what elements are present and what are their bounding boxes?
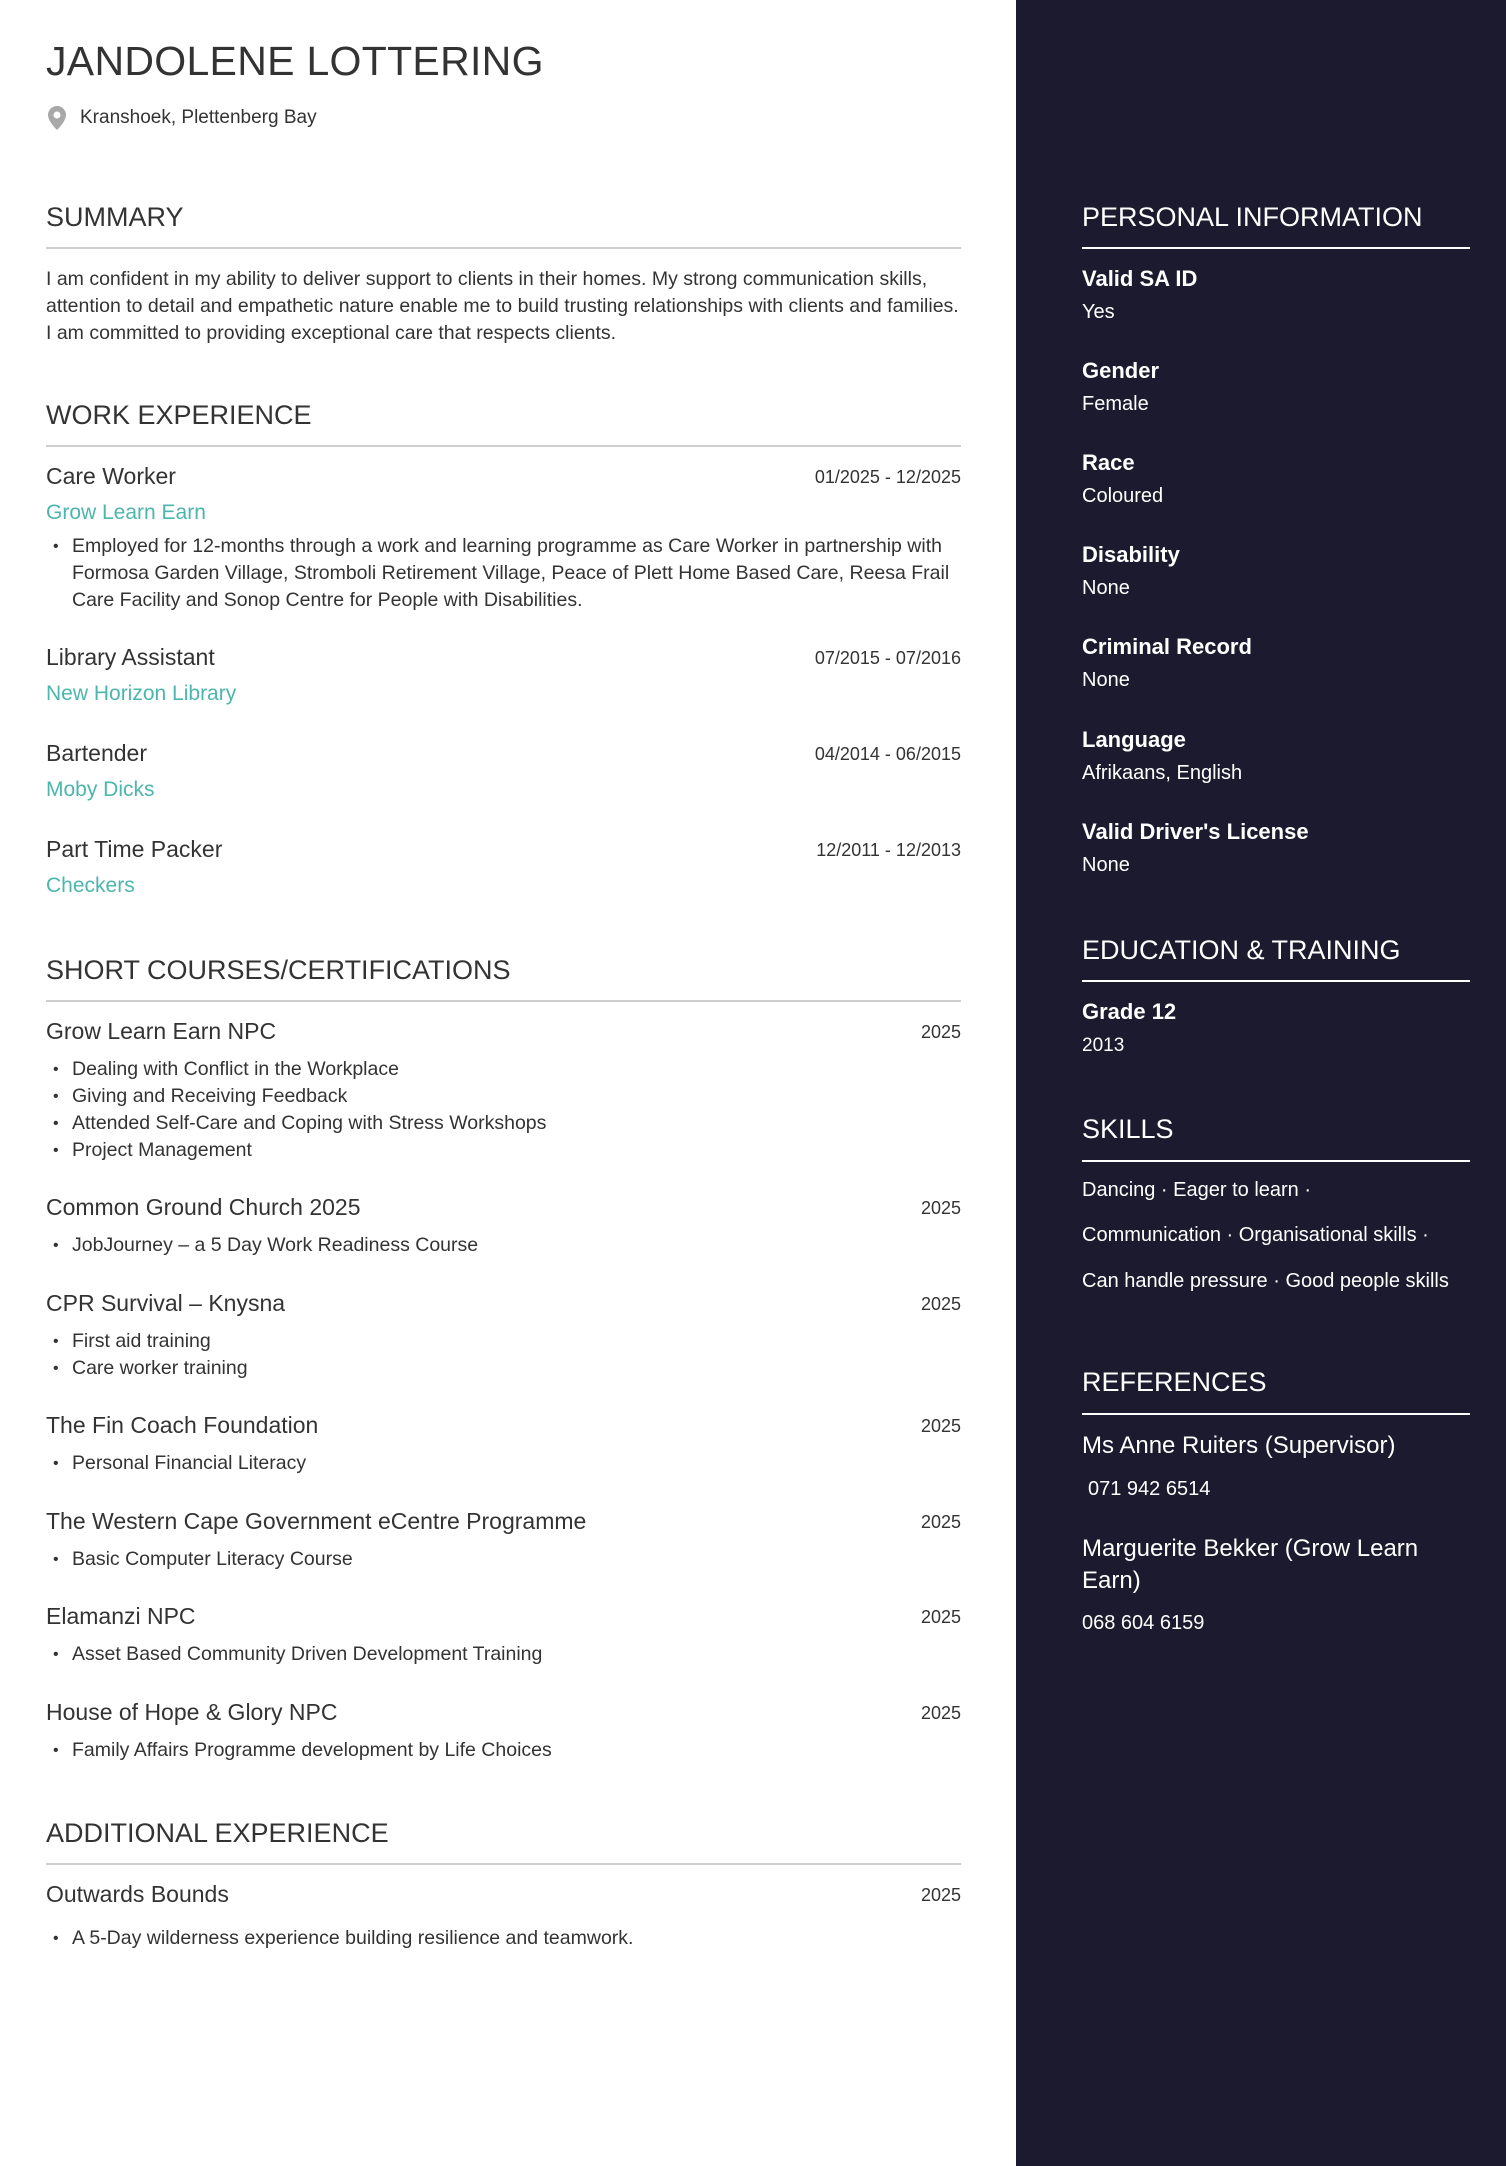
course-bullet: • Giving and Receiving Feedback bbox=[46, 1083, 961, 1110]
course-provider: The Western Cape Government eCentre Programme bbox=[46, 1508, 587, 1534]
info-value: Female bbox=[1082, 393, 1149, 415]
job-title: Care Worker bbox=[46, 463, 176, 489]
education-year: 2013 bbox=[1082, 1035, 1125, 1056]
info-value: Yes bbox=[1082, 301, 1115, 323]
course-bullet: • Dealing with Conflict in the Workplace bbox=[46, 1056, 961, 1083]
job-dates: 04/2014 - 06/2015 bbox=[814, 744, 961, 764]
course-year: 2025 bbox=[920, 1022, 961, 1042]
references-heading: REFERENCES bbox=[1082, 1367, 1267, 1397]
skills-line: Dancing · Eager to learn · bbox=[1082, 1179, 1312, 1201]
info-label: Disability bbox=[1082, 542, 1180, 567]
job-employer: Checkers bbox=[46, 874, 135, 897]
courses-divider bbox=[46, 1000, 961, 1002]
course-provider: CPR Survival – Knysna bbox=[46, 1290, 286, 1316]
work-divider bbox=[46, 445, 961, 447]
info-label: Criminal Record bbox=[1082, 634, 1252, 659]
course-provider: House of Hope & Glory NPC bbox=[46, 1699, 338, 1725]
course-bullet: • Care worker training bbox=[46, 1355, 961, 1382]
skills-line: Can handle pressure · Good people skills bbox=[1082, 1270, 1449, 1292]
additional-title: Outwards Bounds bbox=[46, 1881, 229, 1907]
education-heading: EDUCATION & TRAINING bbox=[1082, 935, 1401, 965]
course-bullet: • Asset Based Community Driven Development Training bbox=[46, 1641, 961, 1668]
summary-text: I am confident in my ability to deliver support to clients in their homes. My strong communication skills, attention to detail and empathetic nature enable me to build trusting relationships with clients and families. I am committed to providing exceptional care that respects clients. bbox=[46, 268, 959, 344]
course-provider: Grow Learn Earn NPC bbox=[46, 1018, 277, 1044]
job-bullet: • Employed for 12-months through a work and learning programme as Care Worker in partnership with Formosa Garden Village, Stromboli Retirement Village, Peace of Plett Home Based Care, Reesa Frail Care Facility and Sonop Centre for People with Disabilities. bbox=[46, 533, 961, 614]
personal-info-divider bbox=[1082, 247, 1470, 249]
course-year: 2025 bbox=[920, 1416, 961, 1436]
course-provider: Common Ground Church 2025 bbox=[46, 1194, 361, 1220]
summary-heading: SUMMARY bbox=[46, 202, 184, 232]
skills-line: Communication · Organisational skills · bbox=[1082, 1224, 1429, 1246]
course-bullets bbox=[46, 1546, 961, 1573]
info-label: Language bbox=[1082, 727, 1186, 752]
job-title: Part Time Packer bbox=[46, 836, 223, 862]
course-bullets bbox=[46, 1232, 961, 1259]
course-year: 2025 bbox=[920, 1607, 961, 1627]
skills-divider bbox=[1082, 1160, 1470, 1162]
course-year: 2025 bbox=[920, 1198, 961, 1218]
info-value: None bbox=[1082, 669, 1130, 691]
course-bullet: • Family Affairs Programme development by Life Choices bbox=[46, 1737, 961, 1764]
course-bullets bbox=[46, 1737, 961, 1764]
job-employer: New Horizon Library bbox=[46, 682, 237, 705]
education-qualification: Grade 12 bbox=[1082, 999, 1177, 1024]
info-value: None bbox=[1082, 577, 1130, 599]
info-value: Coloured bbox=[1082, 485, 1164, 507]
candidate-name: JANDOLENE LOTTERING bbox=[46, 38, 544, 84]
additional-year: 2025 bbox=[920, 1885, 961, 1905]
course-bullets bbox=[46, 1328, 961, 1382]
info-label: Valid Driver's License bbox=[1082, 819, 1309, 844]
info-value: None bbox=[1082, 854, 1130, 876]
job-dates: 01/2025 - 12/2025 bbox=[814, 467, 961, 487]
course-bullet: • First aid training bbox=[46, 1328, 961, 1355]
job-title: Bartender bbox=[46, 740, 148, 766]
reference-phone: 071 942 6514 bbox=[1088, 1478, 1211, 1500]
location-text: Kranshoek, Plettenberg Bay bbox=[80, 107, 317, 128]
additional-heading: ADDITIONAL EXPERIENCE bbox=[46, 1818, 389, 1848]
course-provider: Elamanzi NPC bbox=[46, 1603, 196, 1629]
additional-divider bbox=[46, 1863, 961, 1865]
personal-info-heading: PERSONAL INFORMATION bbox=[1082, 202, 1423, 232]
location bbox=[48, 106, 317, 130]
course-bullets bbox=[46, 1450, 961, 1477]
education-divider bbox=[1082, 980, 1470, 982]
additional-bullets bbox=[46, 1925, 961, 1952]
job-employer: Grow Learn Earn bbox=[46, 501, 206, 524]
info-label: Valid SA ID bbox=[1082, 266, 1198, 291]
job-employer: Moby Dicks bbox=[46, 778, 155, 801]
work-heading: WORK EXPERIENCE bbox=[46, 400, 312, 430]
course-year: 2025 bbox=[920, 1703, 961, 1723]
additional-bullet: • A 5-Day wilderness experience building resilience and teamwork. bbox=[46, 1925, 961, 1952]
info-label: Race bbox=[1082, 450, 1135, 475]
reference-name: Marguerite Bekker (Grow Learn Earn) bbox=[1082, 1535, 1419, 1594]
summary-divider bbox=[46, 247, 961, 249]
job-dates: 07/2015 - 07/2016 bbox=[814, 648, 961, 668]
course-bullet: • Attended Self-Care and Coping with Stress Workshops bbox=[46, 1110, 961, 1137]
course-year: 2025 bbox=[920, 1512, 961, 1532]
skills-heading: SKILLS bbox=[1082, 1114, 1174, 1144]
course-bullet: • Project Management bbox=[46, 1137, 961, 1164]
reference-phone: 068 604 6159 bbox=[1082, 1612, 1205, 1634]
reference-name: Ms Anne Ruiters (Supervisor) bbox=[1082, 1432, 1396, 1459]
info-label: Gender bbox=[1082, 358, 1160, 383]
course-bullets bbox=[46, 1056, 961, 1164]
sidebar bbox=[1016, 0, 1506, 2166]
job-title: Library Assistant bbox=[46, 644, 215, 670]
course-bullets bbox=[46, 1641, 961, 1668]
info-value: Afrikaans, English bbox=[1082, 762, 1243, 784]
job-dates: 12/2011 - 12/2013 bbox=[816, 840, 961, 860]
course-bullet: • Basic Computer Literacy Course bbox=[46, 1546, 961, 1573]
references-divider bbox=[1082, 1413, 1470, 1415]
course-bullet: • JobJourney – a 5 Day Work Readiness Course bbox=[46, 1232, 961, 1259]
course-provider: The Fin Coach Foundation bbox=[46, 1412, 319, 1438]
course-bullet: • Personal Financial Literacy bbox=[46, 1450, 961, 1477]
job-bullets bbox=[46, 533, 961, 614]
course-year: 2025 bbox=[920, 1294, 961, 1314]
courses-heading: SHORT COURSES/CERTIFICATIONS bbox=[46, 955, 511, 985]
map-pin-icon bbox=[48, 106, 66, 130]
